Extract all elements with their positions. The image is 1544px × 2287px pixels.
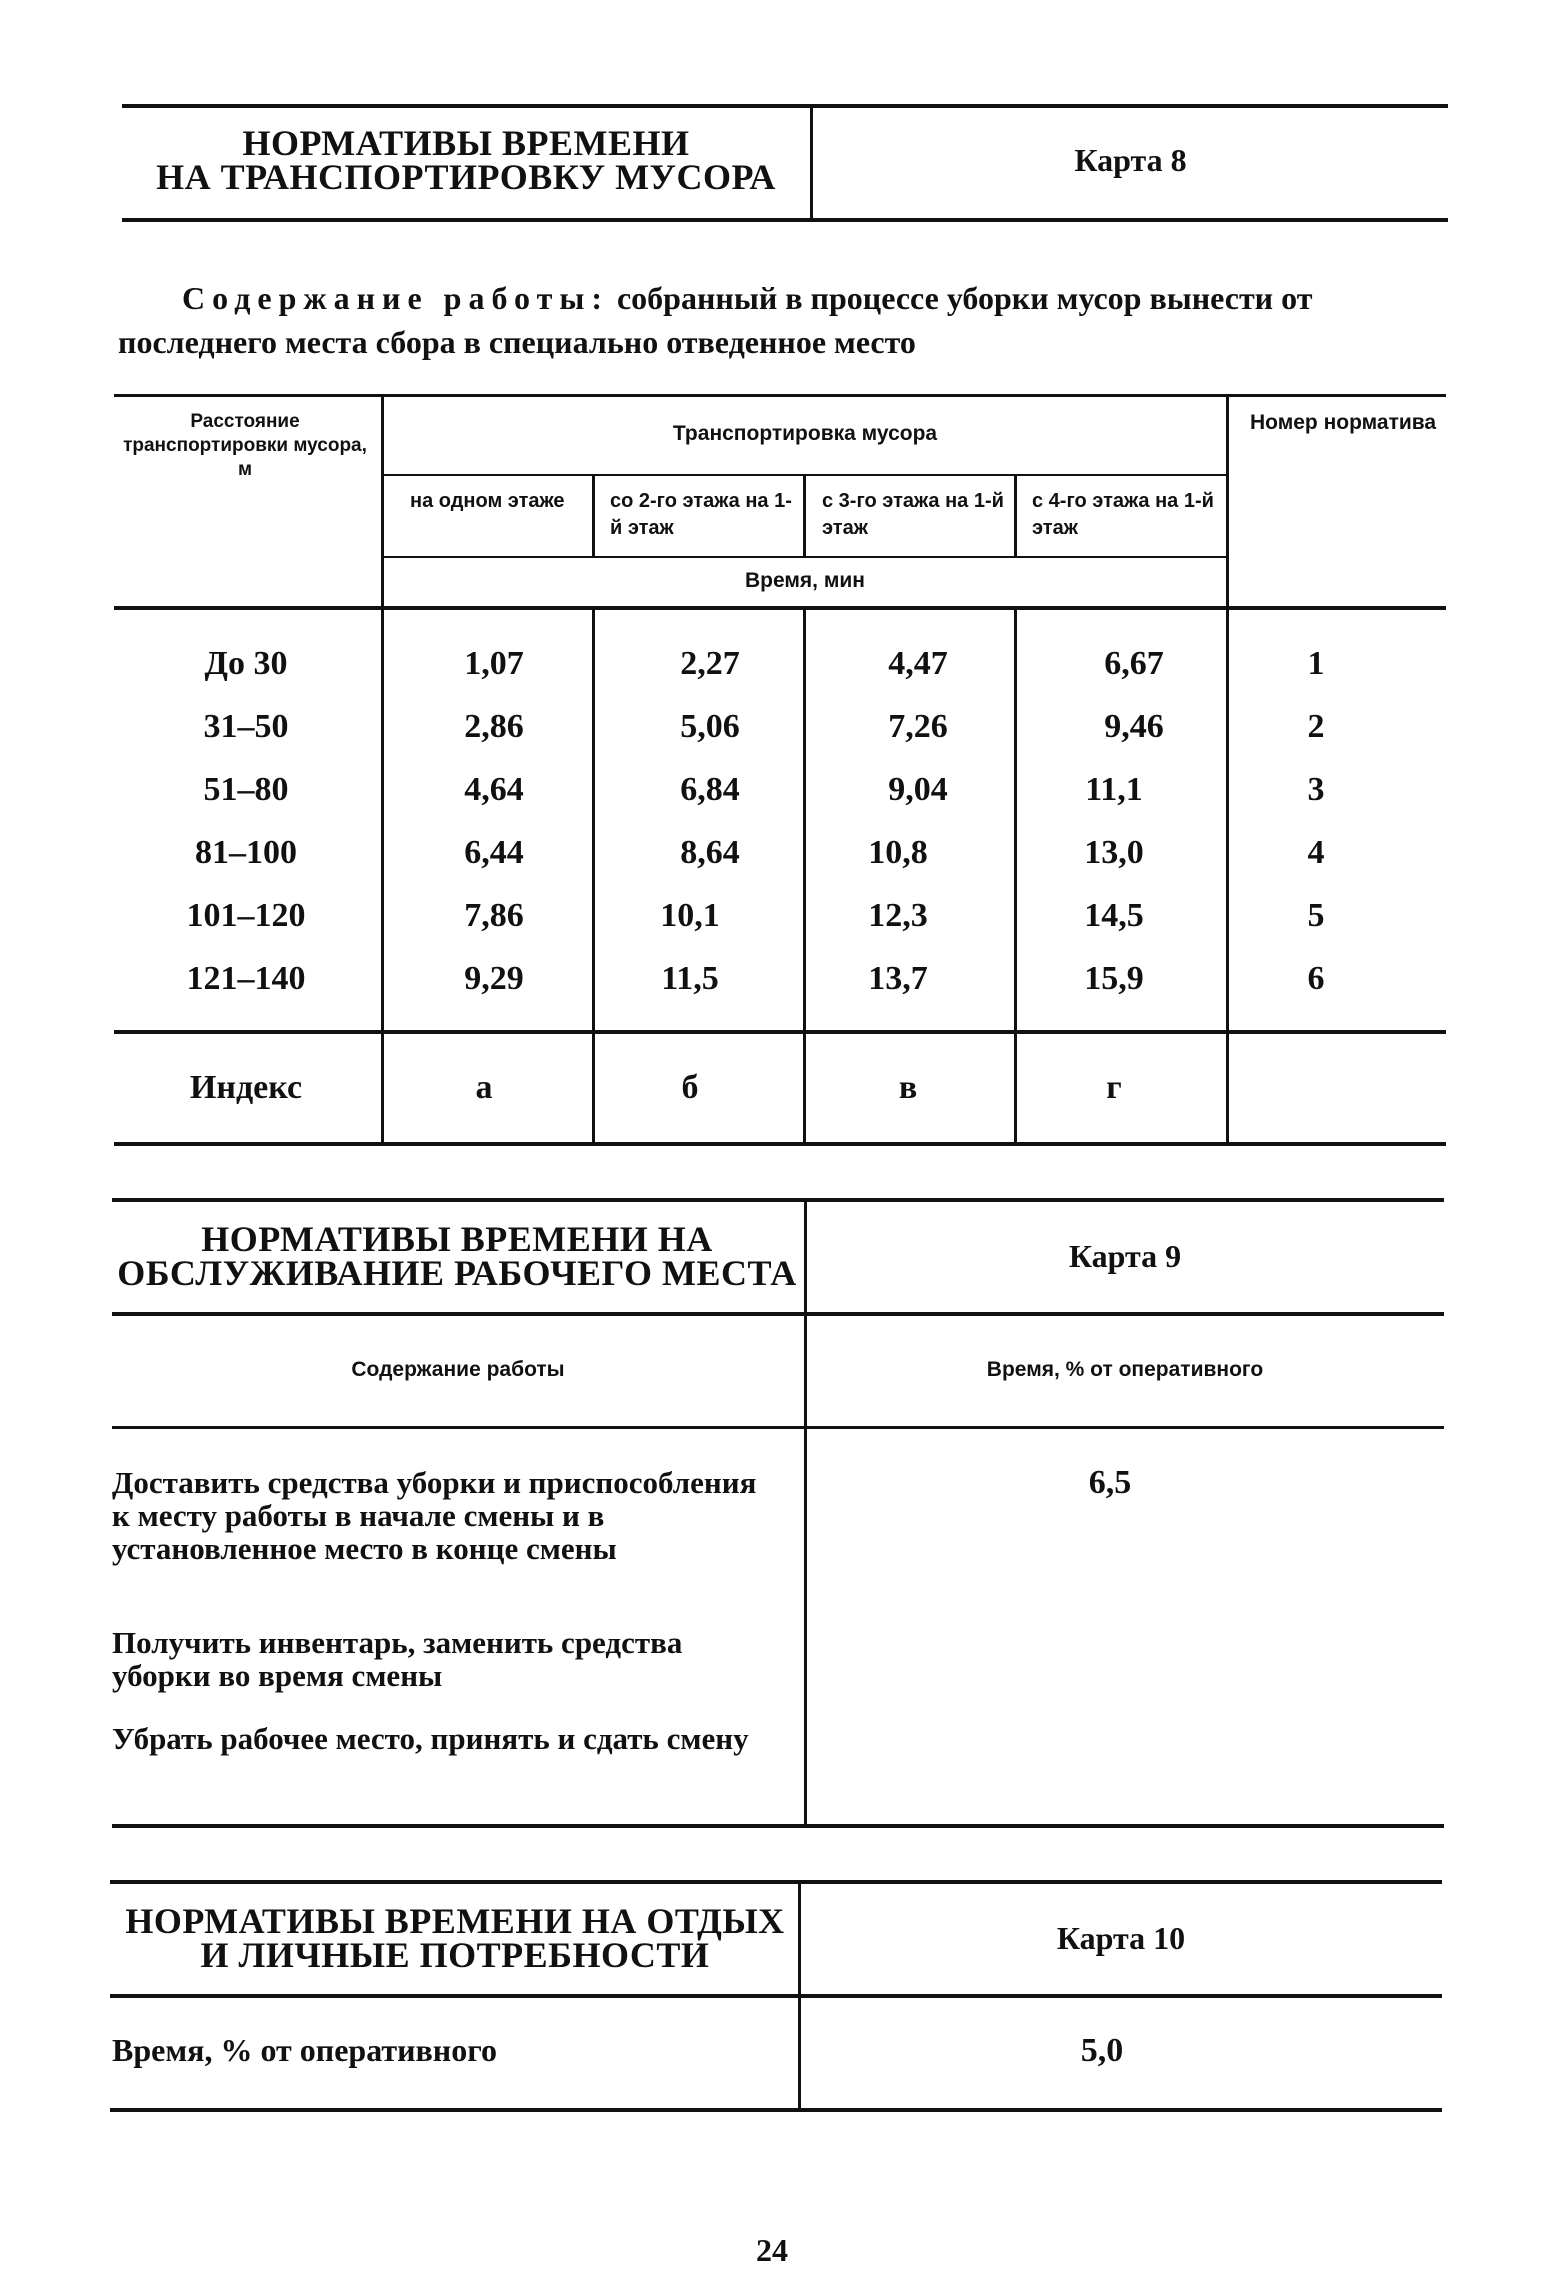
card9-colheader-rule <box>112 1426 1444 1429</box>
cell-b: 11,5 <box>661 960 719 997</box>
table-row <box>114 835 1446 875</box>
index-label: Индекс <box>189 1069 303 1106</box>
table-vline-sub-2 <box>803 474 806 556</box>
card9-title-line1: НОРМАТИВЫ ВРЕМЕНИ НА <box>201 1219 713 1259</box>
card10-title-line2: И ЛИЧНЫЕ ПОТРЕБНОСТИ <box>200 1935 710 1975</box>
subheader-floor2: со 2-го этажа на 1-й этаж <box>610 490 792 539</box>
card9-col-content: Содержание работы <box>351 1358 565 1381</box>
card9-item: Доставить средства уборки и приспособления к месту работы в начале смены и в установленное место в конце смены <box>112 1465 757 1566</box>
card10-title <box>110 1901 800 1975</box>
card9-bottom-rule <box>112 1824 1444 1828</box>
card9-divider <box>804 1198 807 1828</box>
table-time-rule <box>384 556 1226 558</box>
card8-content-text: собранный в процессе уборки мусор вынести от последнего места сбора в специально отведенное место <box>118 280 1313 360</box>
cell-v: 4,47 <box>888 645 948 682</box>
cell-g: 11,1 <box>1085 771 1143 808</box>
table-bottom-rule <box>114 1142 1446 1146</box>
cell-norm: 6 <box>1307 960 1325 997</box>
table-row <box>114 646 1446 686</box>
cell-b: 8,64 <box>680 834 740 871</box>
card9-item: Убрать рабочее место, принять и сдать смену <box>112 1721 749 1756</box>
cell-distance: 81–100 <box>195 834 297 871</box>
card9-col-time: Время, % от оперативного <box>986 1358 1264 1381</box>
card9-header-rule <box>112 1312 1444 1316</box>
cell-distance: 101–120 <box>186 897 306 934</box>
index-g: г <box>1106 1069 1122 1106</box>
table-top-rule <box>114 394 1446 397</box>
cell-distance: 51–80 <box>203 771 289 808</box>
cell-b: 6,84 <box>680 771 740 808</box>
card8-top-rule <box>122 104 1448 108</box>
card8-title <box>122 123 810 197</box>
cell-a: 1,07 <box>464 645 524 682</box>
table-row <box>114 709 1446 749</box>
cell-v: 7,26 <box>888 708 948 745</box>
cell-distance: До 30 <box>204 645 288 682</box>
table-header-bottom-rule <box>114 606 1446 610</box>
cell-norm: 2 <box>1307 708 1325 745</box>
cell-v: 10,8 <box>868 834 928 871</box>
cell-norm: 5 <box>1307 897 1325 934</box>
cell-v: 13,7 <box>868 960 928 997</box>
cell-g: 13,0 <box>1084 834 1144 871</box>
cell-norm: 1 <box>1307 645 1325 682</box>
cell-g: 15,9 <box>1084 960 1144 997</box>
card10-row-value: 5,0 <box>1080 2032 1124 2069</box>
cell-a: 9,29 <box>464 960 524 997</box>
header-transport: Транспортировка мусора <box>672 422 938 445</box>
card9-time-value: 6,5 <box>1088 1464 1132 1501</box>
card10-title-line1: НОРМАТИВЫ ВРЕМЕНИ НА ОТДЫХ <box>125 1901 785 1941</box>
subheader-time: Время, мин <box>745 569 865 592</box>
header-norm: Номер норматива <box>1250 411 1437 434</box>
card8-bottom-rule <box>122 218 1448 222</box>
card10-row-label: Время, % от оперативного <box>112 2032 497 2068</box>
card8-content <box>118 276 1458 364</box>
card8-title-line1: НОРМАТИВЫ ВРЕМЕНИ <box>242 123 690 163</box>
cell-distance: 31–50 <box>203 708 289 745</box>
cell-a: 7,86 <box>464 897 524 934</box>
cell-g: 9,46 <box>1104 708 1164 745</box>
cell-norm: 3 <box>1307 771 1325 808</box>
table-row <box>114 772 1446 812</box>
card10-header-rule <box>110 1994 1442 1998</box>
cell-a: 4,64 <box>464 771 524 808</box>
subheader-floor4: с 4-го этажа на 1-й этаж <box>1032 490 1214 539</box>
page-number: 24 <box>756 2232 788 2268</box>
index-a: а <box>475 1069 493 1106</box>
cell-b: 10,1 <box>660 897 720 934</box>
index-b: б <box>681 1069 699 1106</box>
cell-a: 6,44 <box>464 834 524 871</box>
card8-label: Карта 8 <box>1074 142 1187 178</box>
cell-g: 14,5 <box>1084 897 1144 934</box>
cell-v: 9,04 <box>888 771 948 808</box>
table-row <box>114 898 1446 938</box>
table-vline-sub-3 <box>1014 474 1017 556</box>
index-v: в <box>898 1069 918 1106</box>
subheader-one-floor: на одном этаже <box>410 490 565 512</box>
card8-title-line2: НА ТРАНСПОРТИРОВКУ МУСОРА <box>156 157 776 197</box>
table-vline-sub-1 <box>592 474 595 556</box>
table-index-top-rule <box>114 1030 1446 1034</box>
cell-b: 5,06 <box>680 708 740 745</box>
cell-b: 2,27 <box>680 645 740 682</box>
card10-top-rule <box>110 1880 1442 1884</box>
card9-title <box>112 1219 802 1293</box>
table-body <box>114 646 1446 1008</box>
card9-title-line2: ОБСЛУЖИВАНИЕ РАБОЧЕГО МЕСТА <box>117 1253 797 1293</box>
cell-v: 12,3 <box>868 897 928 934</box>
card10-bottom-rule <box>110 2108 1442 2112</box>
card8-content-label: Содержание работы: <box>182 280 609 316</box>
card10-label: Карта 10 <box>1056 1920 1186 1956</box>
header-distance: Расстояние транспортировки мусора, м <box>123 411 367 480</box>
card9-top-rule <box>112 1198 1444 1202</box>
cell-g: 6,67 <box>1104 645 1164 682</box>
cell-distance: 121–140 <box>186 960 306 997</box>
cell-a: 2,86 <box>464 708 524 745</box>
card9-label: Карта 9 <box>1068 1238 1182 1274</box>
table-row <box>114 961 1446 1001</box>
cell-norm: 4 <box>1307 834 1325 871</box>
card9-item: Получить инвентарь, заменить средства уборки во время смены <box>112 1625 683 1693</box>
subheader-floor3: с 3-го этажа на 1-й этаж <box>822 490 1004 539</box>
